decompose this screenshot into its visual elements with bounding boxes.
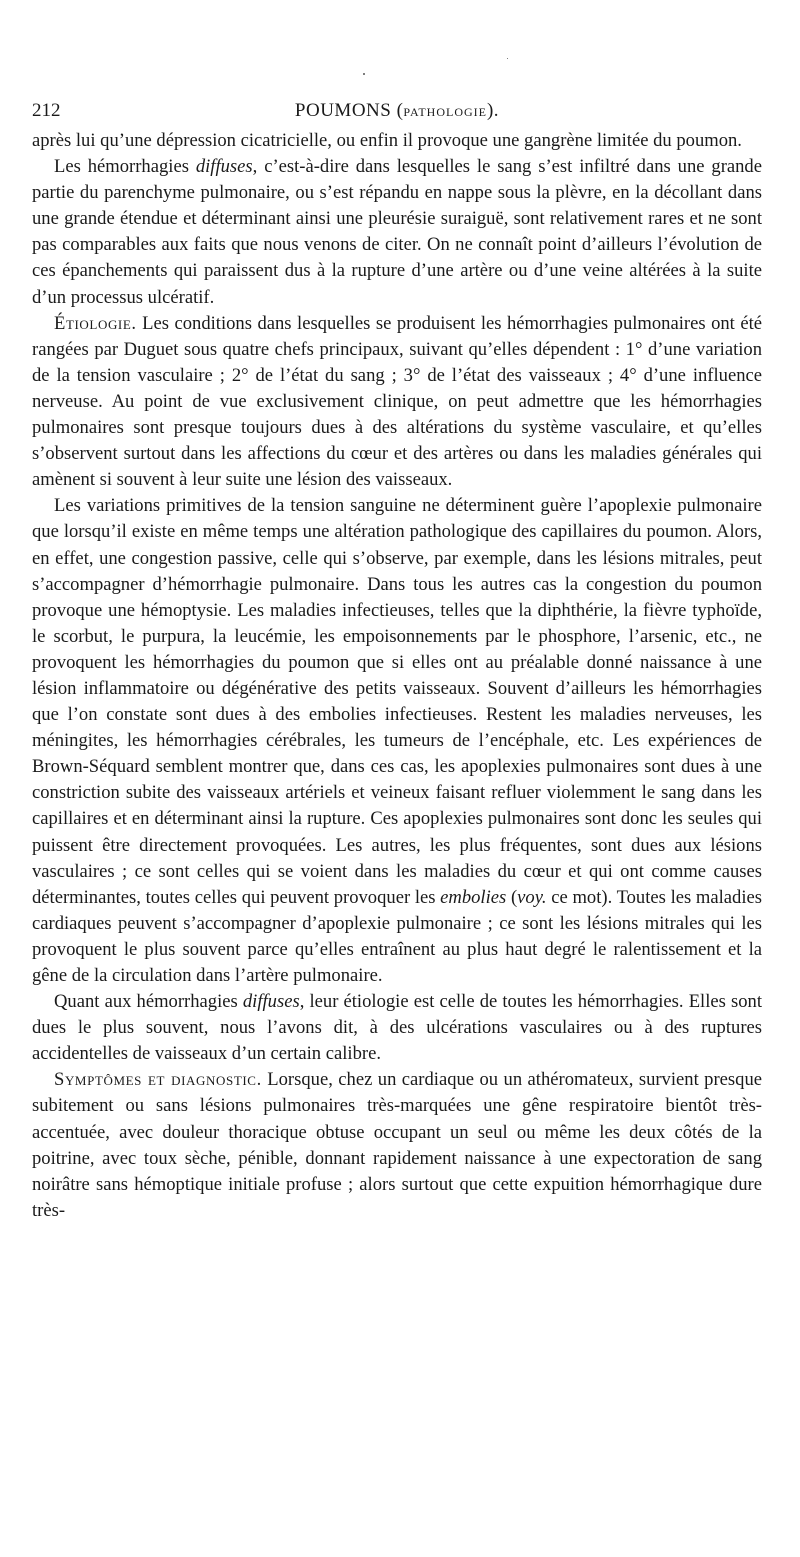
paragraph-text: Les conditions dans lesquelles se produisent les hémorrhagies pulmonaires ont été rangées par Duguet sous quatre chefs principaux, suivant qu’elles dépendent : 1° d’une variation de la tension vasculaire ; 2° de l’état du sang ; 3° de l’état des vaisseaux ; 4° d’une influence nerveuse. Au point de vue exclusivement clinique, on peut admettre que les hémorrhagies pulmonaires sont presque toujours dues à des altérations du système vasculaire, et qu’elles s’observent surtout dans les affections du cœur et des artères ou dans les maladies générales qui amènent si souvent à leur suite une lésion des vaisseaux. xyxy=(32,312,762,491)
italic-term: voy. xyxy=(517,886,547,908)
page-number: 212 xyxy=(32,100,61,121)
body-text xyxy=(32,128,762,1224)
paragraph-tension-variations xyxy=(32,493,762,989)
paragraph-diffuse-hemorrhages xyxy=(32,154,762,311)
running-title-subject: PATHOLOGIE xyxy=(403,105,487,119)
section-heading-symptoms: Symptômes et diagnostic. xyxy=(54,1069,262,1091)
italic-term: diffuses xyxy=(242,991,300,1013)
paragraph-text: Lorsque, chez un cardiaque ou un athéromateux, survient presque subitement ou sans lésions pulmonaires très-marquées une gêne respiratoire bientôt très-accentuée, avec douleur thoracique obtuse occupant un seul ou même les deux côtés de la poitrine, avec toux sèche, pénible, donnant rapidement naissance à une expectoration de sang noirâtre sans hémoptique initiale profuse ; alors surtout que cette expuition hémorrhagique dure très- xyxy=(32,1069,762,1221)
running-title xyxy=(32,96,762,127)
book-page xyxy=(32,96,762,1224)
running-head xyxy=(32,96,762,126)
paragraph-diffuse-etiology xyxy=(32,989,762,1067)
print-speck xyxy=(363,73,365,75)
paragraph-text: Les hémorrhagies xyxy=(54,156,196,178)
paragraph-text: , leur étiologie est celle de toutes les hémorrhagies. Elles sont dues le plus souvent, nous l’avons dit, à des ulcérations vasculaires ou à des ruptures accidentelles de vaisseaux d’un certain calibre. xyxy=(32,991,762,1065)
italic-term: embolies xyxy=(440,886,507,908)
paragraph-text: ce mot). Toutes les maladies cardiaques peuvent s’accompagner d’apoplexie pulmonaire ; ce sont les lésions mitrales qui les provoquent le plus souvent parce qu’elles entraînent au plus haut degré le ralentissement et la gêne de la circulation dans l’artère pulmonaire. xyxy=(32,886,762,986)
italic-term: diffuses xyxy=(195,156,253,178)
running-title-end: ). xyxy=(486,100,500,121)
running-title-main: POUMONS ( xyxy=(294,100,404,121)
paragraph-text: Les variations primitives de la tension sanguine ne déterminent guère l’apoplexie pulmonaire que lorsqu’il existe en même temps une altération pathologique des capillaires du poumon. Alors, en effet, une congestion passive, celle qui s’observe, par exemple, dans les lésions mitrales, peut s’accompagner d’hémorrhagie pulmonaire. Dans tous les autres cas la congestion du poumon provoque une hémoptysie. Les maladies infectieuses, telles que la diphthérie, la fièvre typhoïde, le scorbut, le purpura, la leucémie, les empoisonnements par le phosphore, l’arsenic, etc., ne provoquent les hémorrhagies du poumon que si elles ont au préalable donné naissance à une lésion inflammatoire ou dégénérative des petits vaisseaux. Souvent d’ailleurs les hémorrhagies que l’on constate sont dues à des embolies infectieuses. Restent les maladies nerveuses, les méningites, les hémorrhagies cérébrales, les tumeurs de l’encéphale, etc. Les expériences de Brown-Séquard semblent montrer que, dans ces cas, les apoplexies pulmonaires sont dues à une constriction subite des vaisseaux artériels et veineux faisant refluer violemment le sang dans les capillaires et en déterminant ainsi la rupture. Ces apoplexies pulmonaires sont donc les seules qui puissent être directement provoquées. Les autres, les plus fréquentes, sont dues aux lésions vasculaires ; ce sont celles qui se voient dans les maladies du cœur et qui ont comme causes déterminantes, toutes celles qui peuvent provoquer les xyxy=(32,495,762,908)
print-speck xyxy=(507,58,508,59)
paragraph-text: ( xyxy=(506,886,518,908)
section-heading-etiology: Étiologie. xyxy=(54,312,137,334)
paragraph-text: après lui qu’une dépression cicatricielle, ou enfin il provoque une gangrène limitée du poumon. xyxy=(32,130,742,151)
paragraph-text: , c’est-à-dire dans lesquelles le sang s’est infiltré dans une grande partie du parenchyme pulmonaire, ou s’est répandu en nappe sous la plèvre, en la décollant dans une grande étendue et déterminant ainsi une pleurésie suraiguë, sont relativement rares et ne sont pas comparables aux faits que nous venons de citer. On ne connaît point d’ailleurs l’évolution de ces épanchements qui paraissent dus à la rupture d’une artère ou d’une veine altérées à la suite d’un processus ulcératif. xyxy=(32,156,762,308)
paragraph-text: Quant aux hémorrhagies xyxy=(54,991,243,1013)
paragraph-etiology xyxy=(32,311,762,494)
paragraph-continuation xyxy=(32,128,762,154)
paragraph-symptoms xyxy=(32,1067,762,1224)
